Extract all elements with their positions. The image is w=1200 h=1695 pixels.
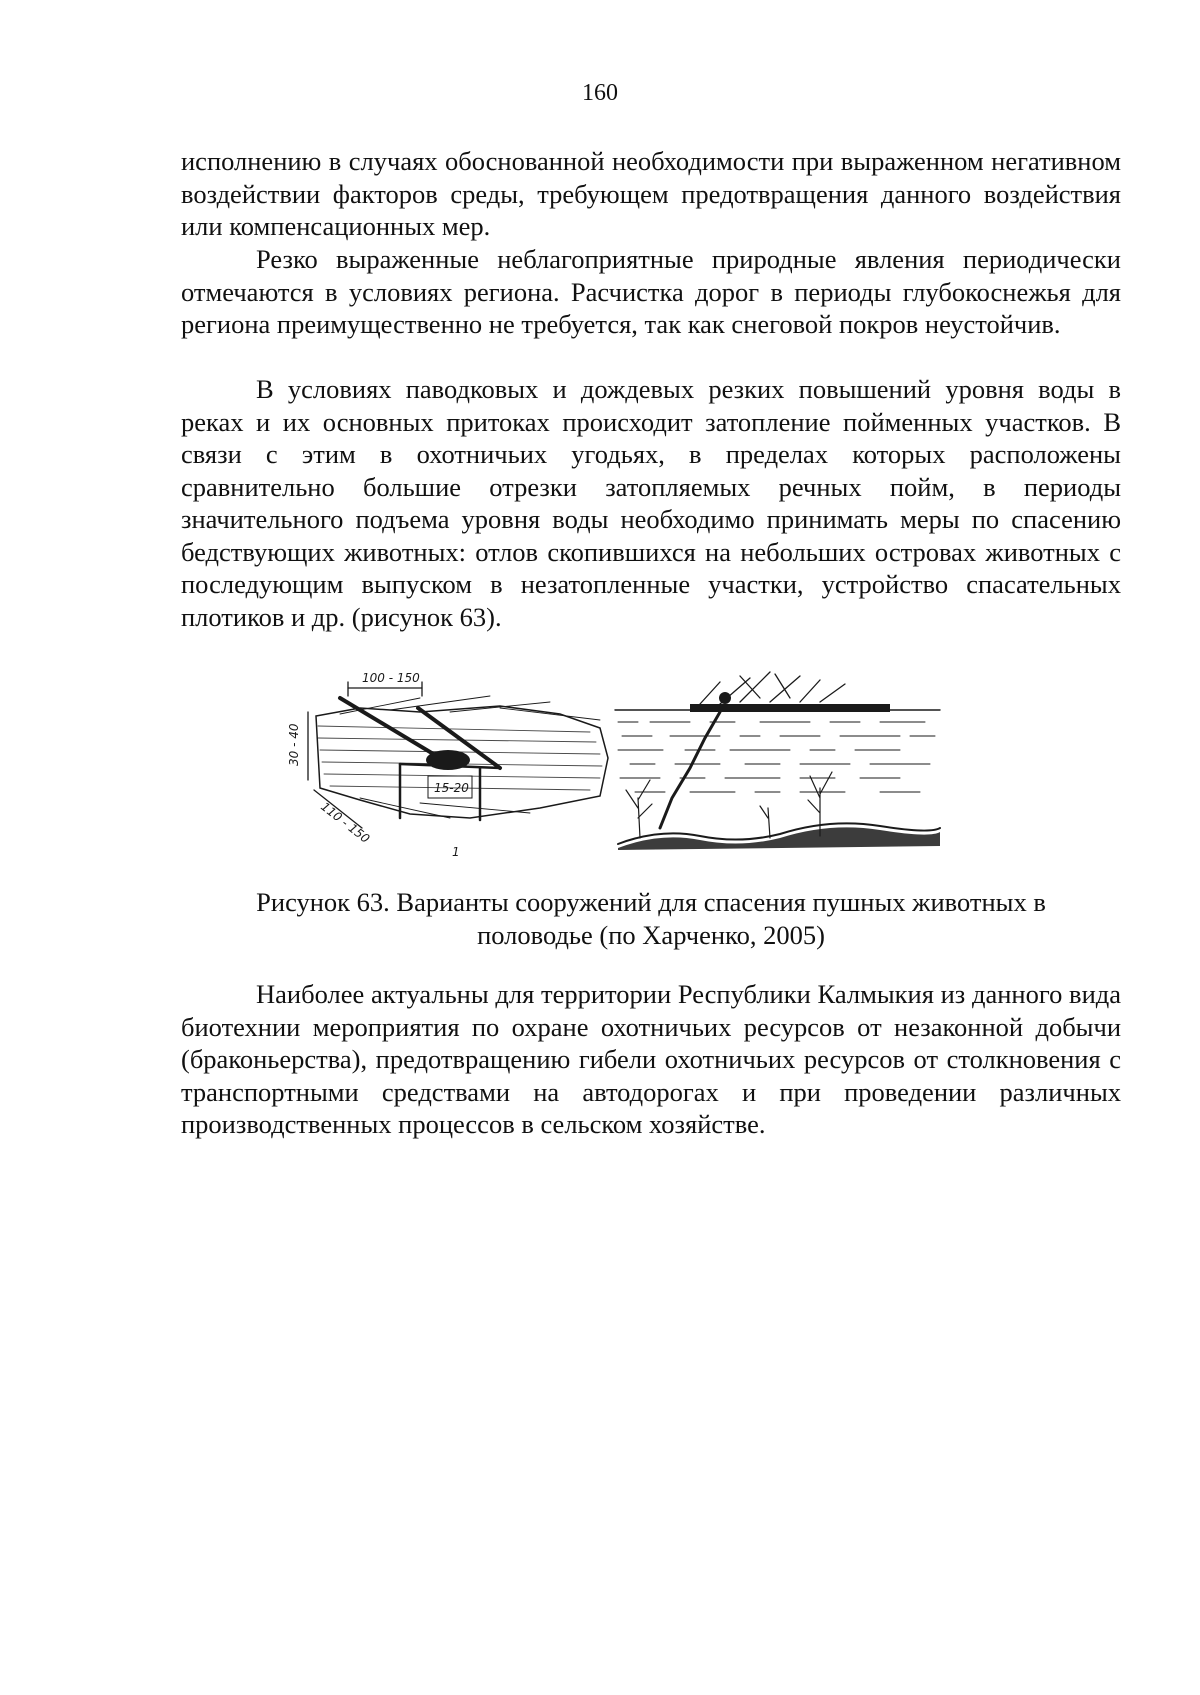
dimension-label-inner: 15-20: [434, 781, 469, 795]
dimension-label-height: 30 - 40: [287, 723, 301, 766]
dimension-label-side: 110 - 150: [318, 799, 373, 846]
figure-caption: [181, 886, 1121, 951]
paragraph-kalmykia-measures: Наиболее актуальны для территории Республики Калмыкия из данного вида биотехнии мероприятия по охране охотничьих ресурсов от незаконной добычи (браконьерства), предотвращению гибели охотничьих ресурсов от столкновения с транспортными средствами на автодорогах и при проведении различных производственных процессов в сельском хозяйстве.: [181, 979, 1121, 1139]
paragraph-flood-rescue: В условиях паводковых и дождевых резких повышений уровня воды в реках и их основных притоках происходит затопление пойменных участков. В связи с этим в охотничьих угодьях, в пределах которых расположены сравнительно большие отрезки затопляемых речных пойм, в периоды значительного подъема уровня воды необходимо принимать меры по спасению бедствующих животных: отлов скопившихся на небольших островах животных с последующим выпуском в незатопленные участки, устройство спасательных плотиков и др. (рисунок 63).: [181, 374, 1121, 632]
figure-panel-number: 1: [452, 845, 460, 859]
dimension-label-top: 100 - 150: [362, 671, 420, 685]
figure-caption-line-2: половодье (по Харченко, 2005): [477, 919, 825, 950]
figure-rescue-structures: [287, 668, 1020, 883]
figure-panel-raft-mound: [287, 671, 608, 859]
paragraph-natural-phenomena: Резко выраженные неблагоприятные природные явления периодически отмечаются в условиях региона. Расчистка дорог в периоды глубокоснежья для региона преимущественно не требуется, так как снеговой покров неустойчив.: [181, 244, 1121, 339]
page-number: 160: [582, 80, 618, 106]
figure-caption-line-1: Рисунок 63. Варианты сооружений для спасения пушных животных в: [256, 887, 1046, 917]
figure-panel-floating-raft: [615, 672, 940, 850]
paragraph-continuation: исполнению в случаях обоснованной необходимости при выраженном негативном воздействии факторов среды, требующем предотвращения данного воздействия или компенсационных мер.: [181, 146, 1121, 241]
